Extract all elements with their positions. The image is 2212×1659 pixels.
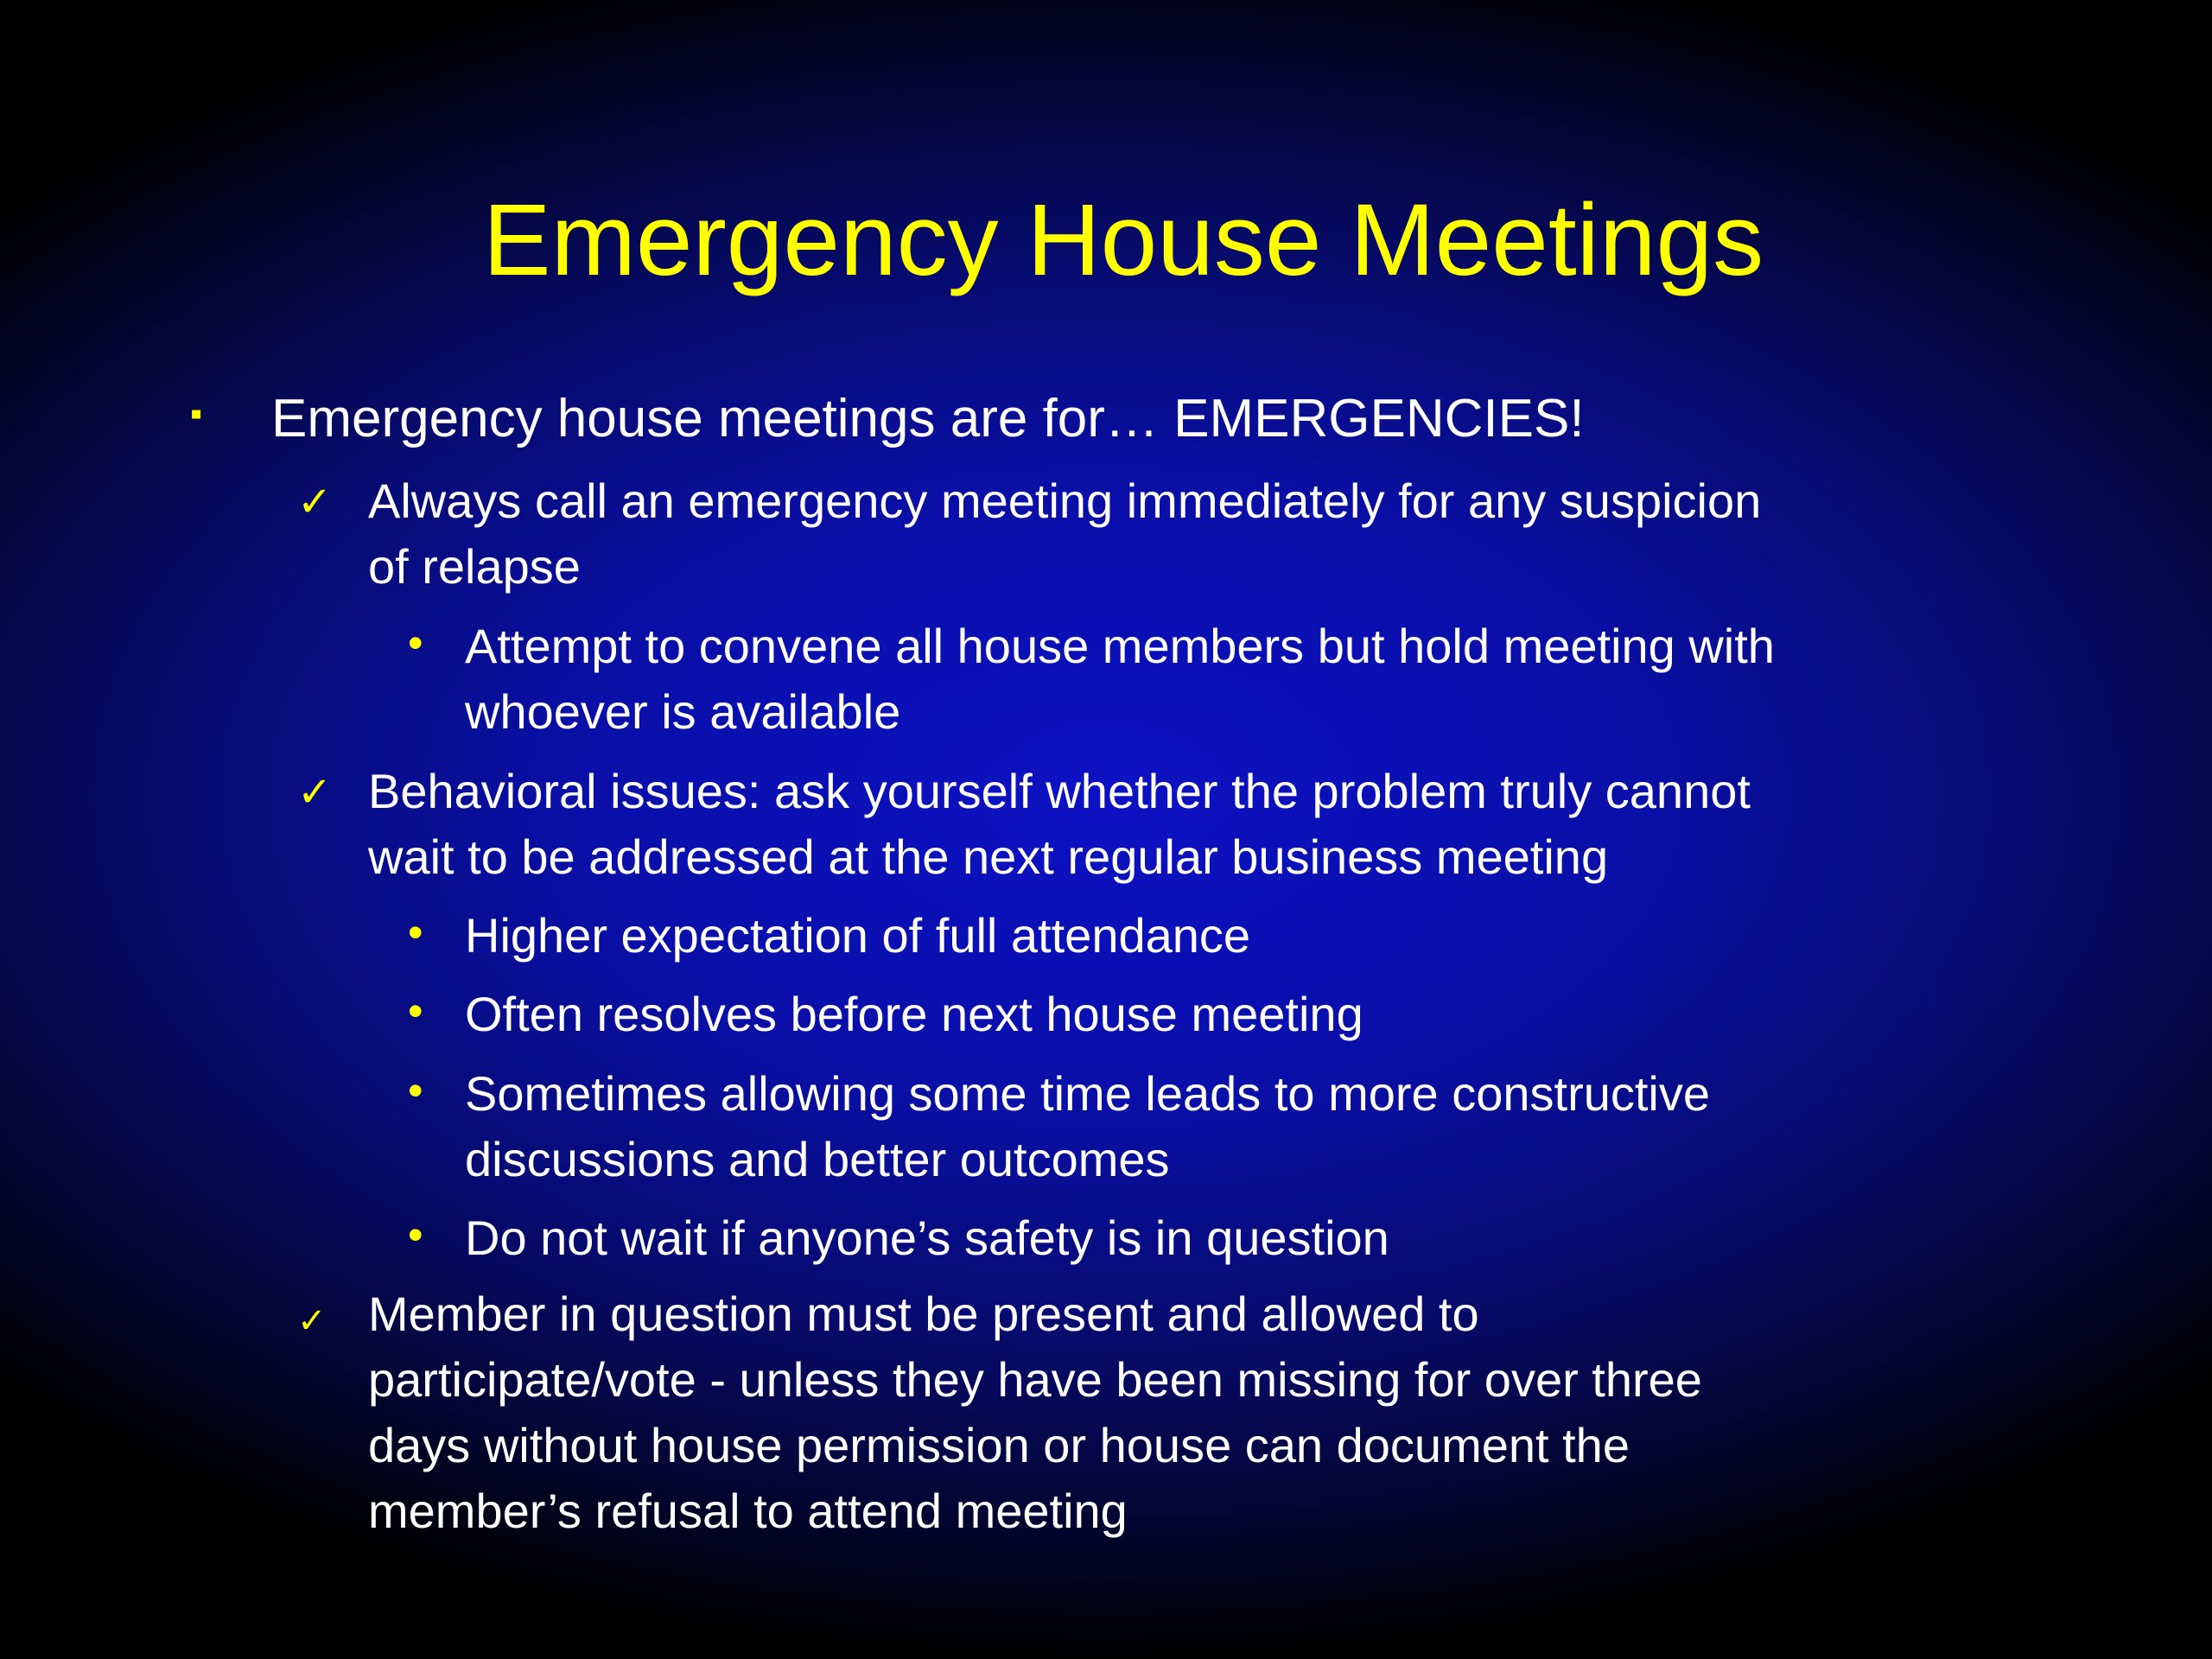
dot-bullet-icon: •: [408, 1211, 423, 1259]
dot-bullet-icon: •: [408, 619, 423, 667]
bullet-text: [465, 982, 1363, 1047]
bullet-text: [271, 386, 1585, 452]
bullet-text: [368, 1281, 1702, 1544]
bullet-line: whoever is available: [465, 684, 901, 739]
bullet-line: Always call an emergency meeting immediately for any suspicion: [368, 474, 1762, 528]
bullet-text: [368, 468, 1761, 600]
bullet-text: [465, 903, 1250, 969]
slide-title: Emergency House Meetings: [482, 183, 1764, 297]
checkmark-icon: ✓: [297, 480, 333, 525]
bullet-line: Member in question must be present and allowed to: [368, 1287, 1479, 1341]
bullet-line: Attempt to convene all house members but hold meeting with: [465, 619, 1775, 673]
bullet-line: of relapse: [368, 539, 581, 594]
bullet-line: Behavioral issues: ask yourself whether the problem truly cannot: [368, 764, 1751, 818]
dot-bullet-icon: •: [408, 987, 423, 1035]
bullet-text: [465, 1205, 1389, 1271]
bullet-line: Emergency house meetings are for… EMERGENCIES!: [271, 389, 1585, 448]
bullet-line: days without house permission or house can document the: [368, 1418, 1630, 1472]
bullet-line: wait to be addressed at the next regular business meeting: [368, 830, 1609, 884]
bullet-text: [368, 759, 1751, 890]
bullet-text: [465, 1061, 1710, 1192]
bullet-line: Higher expectation of full attendance: [465, 908, 1251, 963]
dot-bullet-icon: •: [408, 1066, 423, 1115]
bullet-line: Often resolves before next house meeting: [465, 987, 1363, 1041]
bullet-line: Do not wait if anyone’s safety is in question: [465, 1211, 1389, 1265]
bullet-line: discussions and better outcomes: [465, 1132, 1170, 1186]
bullet-line: member’s refusal to attend meeting: [368, 1484, 1128, 1538]
checkmark-icon: ✓: [297, 1302, 327, 1340]
bullet-line: participate/vote - unless they have been missing for over three: [368, 1352, 1702, 1407]
bullet-text: [465, 613, 1775, 745]
checkmark-icon: ✓: [297, 770, 333, 816]
square-bullet-icon: ▪: [190, 395, 203, 433]
bullet-line: Sometimes allowing some time leads to more constructive: [465, 1066, 1711, 1121]
dot-bullet-icon: •: [408, 908, 423, 957]
